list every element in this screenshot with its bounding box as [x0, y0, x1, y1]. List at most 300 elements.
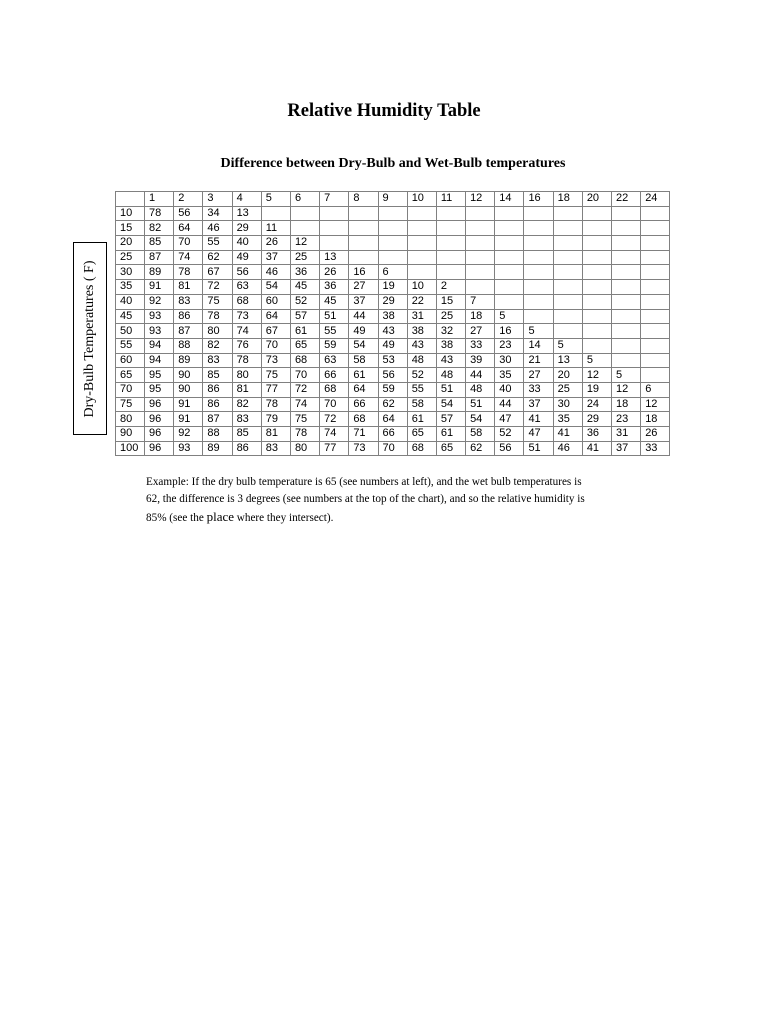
humidity-value-cell: 46: [553, 441, 582, 456]
humidity-value-cell: 51: [436, 382, 465, 397]
humidity-value-cell: 10: [407, 280, 436, 295]
humidity-value-cell: 75: [290, 412, 319, 427]
humidity-value-cell: 6: [641, 382, 670, 397]
humidity-value-cell: [407, 221, 436, 236]
humidity-value-cell: 70: [320, 397, 349, 412]
humidity-value-cell: [524, 265, 553, 280]
humidity-value-cell: 43: [407, 338, 436, 353]
humidity-value-cell: [553, 250, 582, 265]
temperature-difference-header: 24: [641, 192, 670, 207]
table-row: [116, 221, 670, 236]
example-line-3-end: where they intersect).: [234, 512, 334, 524]
humidity-value-cell: 49: [378, 338, 407, 353]
humidity-value-cell: 61: [349, 368, 378, 383]
humidity-value-cell: [349, 250, 378, 265]
humidity-value-cell: 86: [174, 309, 203, 324]
humidity-value-cell: 72: [320, 412, 349, 427]
humidity-value-cell: 83: [203, 353, 232, 368]
humidity-value-cell: 22: [407, 294, 436, 309]
humidity-value-cell: 48: [436, 368, 465, 383]
humidity-value-cell: 68: [290, 353, 319, 368]
humidity-value-cell: 62: [378, 397, 407, 412]
humidity-value-cell: 86: [203, 382, 232, 397]
humidity-value-cell: [407, 206, 436, 221]
humidity-value-cell: 62: [203, 250, 232, 265]
humidity-value-cell: [641, 206, 670, 221]
humidity-value-cell: 58: [349, 353, 378, 368]
humidity-value-cell: 13: [232, 206, 261, 221]
humidity-value-cell: [495, 294, 524, 309]
humidity-value-cell: 55: [407, 382, 436, 397]
humidity-value-cell: [320, 206, 349, 221]
humidity-value-cell: 91: [174, 412, 203, 427]
table-header-row: [116, 192, 670, 207]
humidity-value-cell: 47: [495, 412, 524, 427]
humidity-value-cell: [582, 250, 611, 265]
humidity-value-cell: 68: [320, 382, 349, 397]
temperature-difference-header: 6: [290, 192, 319, 207]
humidity-value-cell: 92: [145, 294, 174, 309]
humidity-value-cell: 56: [232, 265, 261, 280]
humidity-value-cell: 52: [290, 294, 319, 309]
humidity-value-cell: [349, 221, 378, 236]
humidity-value-cell: 81: [232, 382, 261, 397]
humidity-value-cell: 19: [582, 382, 611, 397]
humidity-value-cell: 88: [203, 427, 232, 442]
table-row: [116, 324, 670, 339]
humidity-value-cell: 77: [320, 441, 349, 456]
humidity-value-cell: 57: [436, 412, 465, 427]
humidity-value-cell: 32: [436, 324, 465, 339]
humidity-value-cell: 93: [174, 441, 203, 456]
humidity-value-cell: 49: [232, 250, 261, 265]
temperature-difference-header: 4: [232, 192, 261, 207]
humidity-value-cell: [378, 236, 407, 251]
temperature-difference-header: 5: [261, 192, 290, 207]
humidity-value-cell: 23: [495, 338, 524, 353]
humidity-value-cell: 85: [145, 236, 174, 251]
dry-bulb-temperature-cell: 55: [116, 338, 145, 353]
humidity-value-cell: 13: [320, 250, 349, 265]
humidity-value-cell: 29: [582, 412, 611, 427]
example-line-3-start: 85% (see the: [146, 512, 207, 524]
humidity-value-cell: 20: [553, 368, 582, 383]
humidity-value-cell: 46: [203, 221, 232, 236]
dry-bulb-temperature-cell: 20: [116, 236, 145, 251]
humidity-value-cell: 25: [436, 309, 465, 324]
humidity-value-cell: 51: [524, 441, 553, 456]
humidity-value-cell: [582, 294, 611, 309]
humidity-value-cell: 40: [495, 382, 524, 397]
temperature-difference-header: 10: [407, 192, 436, 207]
humidity-value-cell: 21: [524, 353, 553, 368]
table-row: [116, 236, 670, 251]
dry-bulb-temperature-cell: 70: [116, 382, 145, 397]
humidity-value-cell: 52: [407, 368, 436, 383]
humidity-value-cell: [612, 236, 641, 251]
humidity-value-cell: [582, 221, 611, 236]
humidity-value-cell: 36: [582, 427, 611, 442]
humidity-value-cell: [641, 353, 670, 368]
humidity-value-cell: 35: [553, 412, 582, 427]
humidity-value-cell: 74: [174, 250, 203, 265]
dry-bulb-temperature-cell: 25: [116, 250, 145, 265]
humidity-value-cell: [466, 280, 495, 295]
humidity-value-cell: 33: [641, 441, 670, 456]
humidity-value-cell: 26: [261, 236, 290, 251]
dry-bulb-temperature-cell: 65: [116, 368, 145, 383]
table-subtitle: Difference between Dry-Bulb and Wet-Bulb temperatures: [220, 156, 566, 171]
humidity-value-cell: 81: [174, 280, 203, 295]
table-row: [116, 250, 670, 265]
example-place-word: place: [206, 509, 234, 524]
humidity-value-cell: 52: [495, 427, 524, 442]
temperature-difference-header: 18: [553, 192, 582, 207]
humidity-value-cell: 86: [232, 441, 261, 456]
humidity-value-cell: [612, 309, 641, 324]
humidity-value-cell: 78: [232, 353, 261, 368]
humidity-value-cell: 88: [174, 338, 203, 353]
humidity-value-cell: [407, 265, 436, 280]
humidity-value-cell: [436, 265, 465, 280]
humidity-value-cell: 74: [290, 397, 319, 412]
humidity-value-cell: 70: [261, 338, 290, 353]
humidity-value-cell: [261, 206, 290, 221]
humidity-value-cell: 86: [203, 397, 232, 412]
humidity-value-cell: [466, 250, 495, 265]
humidity-value-cell: 61: [407, 412, 436, 427]
humidity-value-cell: 31: [407, 309, 436, 324]
humidity-value-cell: 56: [495, 441, 524, 456]
humidity-value-cell: 45: [320, 294, 349, 309]
humidity-value-cell: 73: [349, 441, 378, 456]
humidity-value-cell: [612, 353, 641, 368]
humidity-value-cell: [582, 338, 611, 353]
humidity-value-cell: [495, 221, 524, 236]
humidity-value-cell: 64: [261, 309, 290, 324]
humidity-value-cell: 80: [290, 441, 319, 456]
humidity-value-cell: [612, 221, 641, 236]
temperature-difference-header: 20: [582, 192, 611, 207]
humidity-value-cell: [582, 206, 611, 221]
humidity-value-cell: 68: [407, 441, 436, 456]
humidity-value-cell: 87: [174, 324, 203, 339]
humidity-value-cell: 61: [290, 324, 319, 339]
humidity-value-cell: [524, 309, 553, 324]
temperature-difference-header: 16: [524, 192, 553, 207]
humidity-value-cell: 90: [174, 382, 203, 397]
humidity-value-cell: [495, 280, 524, 295]
humidity-value-cell: [641, 250, 670, 265]
humidity-value-cell: 12: [290, 236, 319, 251]
humidity-value-cell: 73: [261, 353, 290, 368]
humidity-value-cell: [436, 250, 465, 265]
humidity-value-cell: 46: [261, 265, 290, 280]
humidity-value-cell: 38: [436, 338, 465, 353]
humidity-value-cell: 54: [349, 338, 378, 353]
humidity-value-cell: 44: [466, 368, 495, 383]
dry-bulb-temperature-cell: 60: [116, 353, 145, 368]
humidity-value-cell: 89: [203, 441, 232, 456]
humidity-value-cell: 27: [524, 368, 553, 383]
humidity-value-cell: 48: [407, 353, 436, 368]
humidity-value-cell: 38: [407, 324, 436, 339]
humidity-value-cell: 47: [524, 427, 553, 442]
humidity-value-cell: 87: [145, 250, 174, 265]
humidity-value-cell: 94: [145, 353, 174, 368]
humidity-value-cell: 6: [378, 265, 407, 280]
humidity-value-cell: 89: [174, 353, 203, 368]
humidity-value-cell: [641, 368, 670, 383]
humidity-value-cell: 60: [261, 294, 290, 309]
table-row: [116, 206, 670, 221]
humidity-value-cell: 44: [349, 309, 378, 324]
humidity-value-cell: 96: [145, 441, 174, 456]
humidity-value-cell: [553, 206, 582, 221]
humidity-value-cell: 78: [174, 265, 203, 280]
dry-bulb-temperature-cell: 45: [116, 309, 145, 324]
humidity-value-cell: 16: [349, 265, 378, 280]
humidity-value-cell: 45: [290, 280, 319, 295]
humidity-value-cell: 78: [261, 397, 290, 412]
humidity-value-cell: 64: [378, 412, 407, 427]
temperature-difference-header: 3: [203, 192, 232, 207]
dry-bulb-axis-label: Dry-Bulb Temperatures ( F): [82, 259, 97, 418]
humidity-value-cell: 23: [612, 412, 641, 427]
humidity-value-cell: 70: [290, 368, 319, 383]
humidity-value-cell: 62: [466, 441, 495, 456]
table-row: [116, 368, 670, 383]
humidity-value-cell: 72: [290, 382, 319, 397]
humidity-value-cell: 73: [232, 309, 261, 324]
humidity-value-cell: [466, 206, 495, 221]
humidity-value-cell: 14: [524, 338, 553, 353]
humidity-value-cell: 5: [553, 338, 582, 353]
humidity-value-cell: 27: [349, 280, 378, 295]
humidity-value-cell: [436, 221, 465, 236]
relative-humidity-table: [115, 191, 670, 456]
humidity-value-cell: 27: [466, 324, 495, 339]
humidity-value-cell: 61: [436, 427, 465, 442]
humidity-value-cell: 24: [582, 397, 611, 412]
humidity-value-cell: 65: [407, 427, 436, 442]
temperature-difference-header: 12: [466, 192, 495, 207]
humidity-value-cell: [641, 294, 670, 309]
humidity-value-cell: [641, 236, 670, 251]
humidity-value-cell: 87: [203, 412, 232, 427]
temperature-difference-header: 14: [495, 192, 524, 207]
humidity-value-cell: [436, 236, 465, 251]
humidity-value-cell: 12: [641, 397, 670, 412]
humidity-value-cell: [641, 309, 670, 324]
humidity-value-cell: [495, 206, 524, 221]
humidity-value-cell: [582, 236, 611, 251]
example-note: [146, 474, 674, 527]
humidity-value-cell: 63: [320, 353, 349, 368]
humidity-value-cell: [612, 280, 641, 295]
humidity-value-cell: 64: [349, 382, 378, 397]
humidity-value-cell: 29: [378, 294, 407, 309]
dry-bulb-temperature-cell: 80: [116, 412, 145, 427]
humidity-value-cell: [495, 236, 524, 251]
humidity-value-cell: 74: [232, 324, 261, 339]
humidity-value-cell: 57: [290, 309, 319, 324]
example-line-2: 62, the difference is 3 degrees (see numbers at the top of the chart), and so the relative humidity is: [146, 493, 585, 505]
humidity-value-cell: 7: [466, 294, 495, 309]
humidity-value-cell: 72: [203, 280, 232, 295]
humidity-value-cell: [582, 265, 611, 280]
dry-bulb-temperature-cell: 40: [116, 294, 145, 309]
humidity-value-cell: 30: [553, 397, 582, 412]
humidity-value-cell: 31: [612, 427, 641, 442]
humidity-value-cell: [495, 250, 524, 265]
page-title: Relative Humidity Table: [287, 101, 481, 121]
humidity-value-cell: 70: [174, 236, 203, 251]
dry-bulb-temperature-cell: 90: [116, 427, 145, 442]
humidity-value-cell: [349, 236, 378, 251]
humidity-value-cell: [641, 265, 670, 280]
humidity-value-cell: 77: [261, 382, 290, 397]
temperature-difference-header: 9: [378, 192, 407, 207]
dry-bulb-temperature-cell: 100: [116, 441, 145, 456]
humidity-value-cell: 30: [495, 353, 524, 368]
humidity-value-cell: [612, 294, 641, 309]
humidity-value-cell: [378, 206, 407, 221]
humidity-value-cell: 65: [436, 441, 465, 456]
table-row: [116, 427, 670, 442]
humidity-value-cell: 75: [261, 368, 290, 383]
humidity-value-cell: [466, 265, 495, 280]
humidity-value-cell: 54: [261, 280, 290, 295]
humidity-value-cell: 53: [378, 353, 407, 368]
temperature-difference-header: 2: [174, 192, 203, 207]
humidity-value-cell: [320, 236, 349, 251]
humidity-value-cell: 78: [290, 427, 319, 442]
humidity-value-cell: [466, 221, 495, 236]
humidity-value-cell: 90: [174, 368, 203, 383]
humidity-value-cell: [582, 280, 611, 295]
humidity-value-cell: [436, 206, 465, 221]
humidity-value-cell: 80: [203, 324, 232, 339]
humidity-value-cell: [612, 206, 641, 221]
humidity-value-cell: 74: [320, 427, 349, 442]
humidity-value-cell: 95: [145, 382, 174, 397]
humidity-value-cell: 91: [174, 397, 203, 412]
humidity-value-cell: [641, 324, 670, 339]
humidity-value-cell: 96: [145, 412, 174, 427]
humidity-value-cell: 65: [290, 338, 319, 353]
humidity-value-cell: 68: [232, 294, 261, 309]
humidity-value-cell: 37: [612, 441, 641, 456]
humidity-value-cell: [553, 309, 582, 324]
humidity-value-cell: 96: [145, 427, 174, 442]
humidity-value-cell: [349, 206, 378, 221]
humidity-value-cell: 38: [378, 309, 407, 324]
table-row: [116, 280, 670, 295]
humidity-value-cell: 48: [466, 382, 495, 397]
humidity-value-cell: 85: [203, 368, 232, 383]
humidity-value-cell: 59: [320, 338, 349, 353]
humidity-value-cell: 70: [378, 441, 407, 456]
humidity-value-cell: 83: [174, 294, 203, 309]
humidity-value-cell: 26: [320, 265, 349, 280]
humidity-value-cell: 78: [145, 206, 174, 221]
humidity-value-cell: 51: [320, 309, 349, 324]
humidity-value-cell: [466, 236, 495, 251]
humidity-value-cell: 55: [203, 236, 232, 251]
humidity-value-cell: 67: [203, 265, 232, 280]
humidity-value-cell: 63: [232, 280, 261, 295]
dry-bulb-axis-label-box: [73, 242, 107, 435]
table-corner-cell: [116, 192, 145, 207]
humidity-value-cell: 18: [612, 397, 641, 412]
humidity-value-cell: 81: [261, 427, 290, 442]
humidity-value-cell: 19: [378, 280, 407, 295]
humidity-value-cell: 71: [349, 427, 378, 442]
humidity-value-cell: 75: [203, 294, 232, 309]
humidity-value-cell: 5: [612, 368, 641, 383]
humidity-value-cell: 2: [436, 280, 465, 295]
humidity-value-cell: 95: [145, 368, 174, 383]
temperature-difference-header: 1: [145, 192, 174, 207]
humidity-value-cell: [378, 221, 407, 236]
humidity-value-cell: 26: [641, 427, 670, 442]
humidity-value-cell: 5: [524, 324, 553, 339]
table-row: [116, 338, 670, 353]
humidity-value-cell: 56: [378, 368, 407, 383]
temperature-difference-header: 7: [320, 192, 349, 207]
humidity-value-cell: [378, 250, 407, 265]
humidity-value-cell: 80: [232, 368, 261, 383]
humidity-value-cell: 15: [436, 294, 465, 309]
humidity-value-cell: 78: [203, 309, 232, 324]
dry-bulb-temperature-cell: 30: [116, 265, 145, 280]
humidity-value-cell: 13: [553, 353, 582, 368]
humidity-value-cell: [553, 324, 582, 339]
humidity-value-cell: [553, 236, 582, 251]
humidity-value-cell: [524, 250, 553, 265]
humidity-value-cell: [553, 280, 582, 295]
dry-bulb-temperature-cell: 50: [116, 324, 145, 339]
humidity-value-cell: 29: [232, 221, 261, 236]
humidity-value-cell: 82: [145, 221, 174, 236]
dry-bulb-temperature-cell: 15: [116, 221, 145, 236]
humidity-value-cell: 54: [466, 412, 495, 427]
humidity-value-cell: [320, 221, 349, 236]
humidity-value-cell: 25: [290, 250, 319, 265]
humidity-value-cell: 64: [174, 221, 203, 236]
humidity-value-cell: 67: [261, 324, 290, 339]
humidity-value-cell: 35: [495, 368, 524, 383]
humidity-value-cell: [524, 206, 553, 221]
humidity-value-cell: 93: [145, 324, 174, 339]
humidity-value-cell: 40: [232, 236, 261, 251]
humidity-value-cell: [612, 265, 641, 280]
humidity-value-cell: [612, 324, 641, 339]
humidity-value-cell: 39: [466, 353, 495, 368]
humidity-value-cell: 94: [145, 338, 174, 353]
humidity-value-cell: 12: [612, 382, 641, 397]
temperature-difference-header: 22: [612, 192, 641, 207]
humidity-value-cell: 76: [232, 338, 261, 353]
table-row: [116, 309, 670, 324]
humidity-value-cell: 36: [290, 265, 319, 280]
humidity-value-cell: 51: [466, 397, 495, 412]
humidity-value-cell: 55: [320, 324, 349, 339]
humidity-value-cell: 37: [261, 250, 290, 265]
humidity-value-cell: [524, 236, 553, 251]
humidity-value-cell: 36: [320, 280, 349, 295]
